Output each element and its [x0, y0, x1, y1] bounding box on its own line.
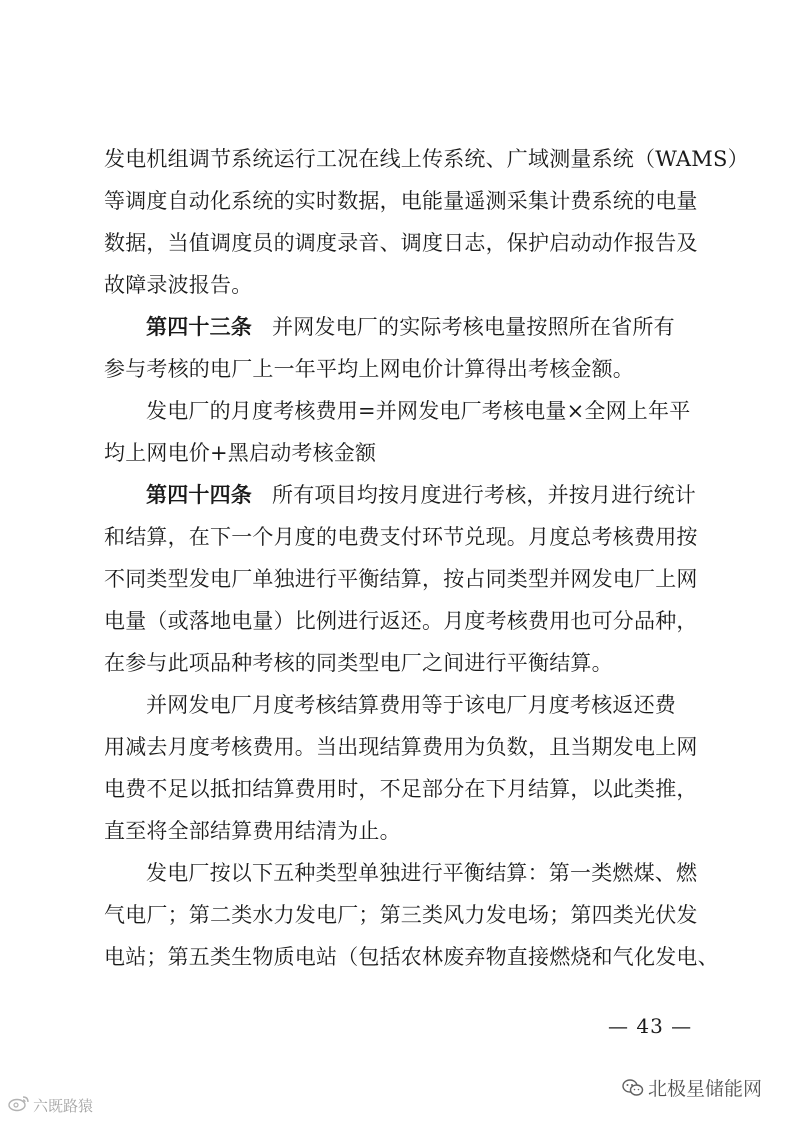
text-line: 气电厂；第二类水力发电厂；第三类风力发电场；第四类光伏发: [104, 903, 698, 927]
text-line: 并网发电厂的实际考核电量按照所在省所有: [272, 315, 675, 339]
weibo-icon: [8, 1094, 30, 1116]
text-line: 直至将全部结算费用结清为止。: [104, 819, 401, 843]
article-43-line: [146, 312, 694, 342]
text-line: 所有项目均按月度进行考核，并按月进行统计: [272, 483, 696, 507]
text-line: 发电厂的月度考核费用=并网发电厂考核电量×全网上年平: [146, 399, 691, 423]
text-line: 用减去月度考核费用。当出现结算费用为负数，且当期发电上网: [104, 735, 698, 759]
text-line: 电站；第五类生物质电站（包括农林废弃物直接燃烧和气化发电、: [104, 945, 719, 969]
watermark-left: [8, 1094, 93, 1116]
watermark-right: [622, 1074, 762, 1101]
text-line: 电费不足以抵扣结算费用时，不足部分在下月结算，以此类推，: [104, 777, 698, 801]
text-line: 和结算，在下一个月度的电费支付环节兑现。月度总考核费用按: [104, 525, 698, 549]
page-number: — 43 —: [608, 1014, 693, 1038]
article-43-heading: 第四十三条: [146, 314, 252, 339]
text-line: 均上网电价+黑启动考核金额: [104, 441, 377, 465]
text-line: 发电机组调节系统运行工况在线上传系统、广域测量系统（WAMS）: [104, 147, 749, 171]
watermark-left-text: 六既路猿: [33, 1096, 94, 1115]
text-line: 发电厂按以下五种类型单独进行平衡结算：第一类燃煤、燃: [146, 861, 698, 885]
text-line: 参与考核的电厂上一年平均上网电价计算得出考核金额。: [104, 357, 634, 381]
text-line: 等调度自动化系统的实时数据，电能量遥测采集计费系统的电量: [104, 189, 698, 213]
text-line: 不同类型发电厂单独进行平衡结算，按占同类型并网发电厂上网: [104, 567, 698, 591]
text-line: 并网发电厂月度考核结算费用等于该电厂月度考核返还费: [146, 693, 676, 717]
text-line: 故障录波报告。: [104, 273, 253, 297]
wechat-icon: [622, 1078, 644, 1098]
article-44-line: [146, 480, 694, 510]
watermark-right-text: 北极星储能网: [648, 1078, 763, 1100]
text-line: 数据，当值调度员的调度录音、调度日志，保护启动动作报告及: [104, 231, 698, 255]
text-line: 电量（或落地电量）比例进行返还。月度考核费用也可分品种，: [104, 609, 698, 633]
article-44-heading: 第四十四条: [146, 482, 252, 507]
text-line: 在参与此项品种考核的同类型电厂之间进行平衡结算。: [104, 651, 613, 675]
